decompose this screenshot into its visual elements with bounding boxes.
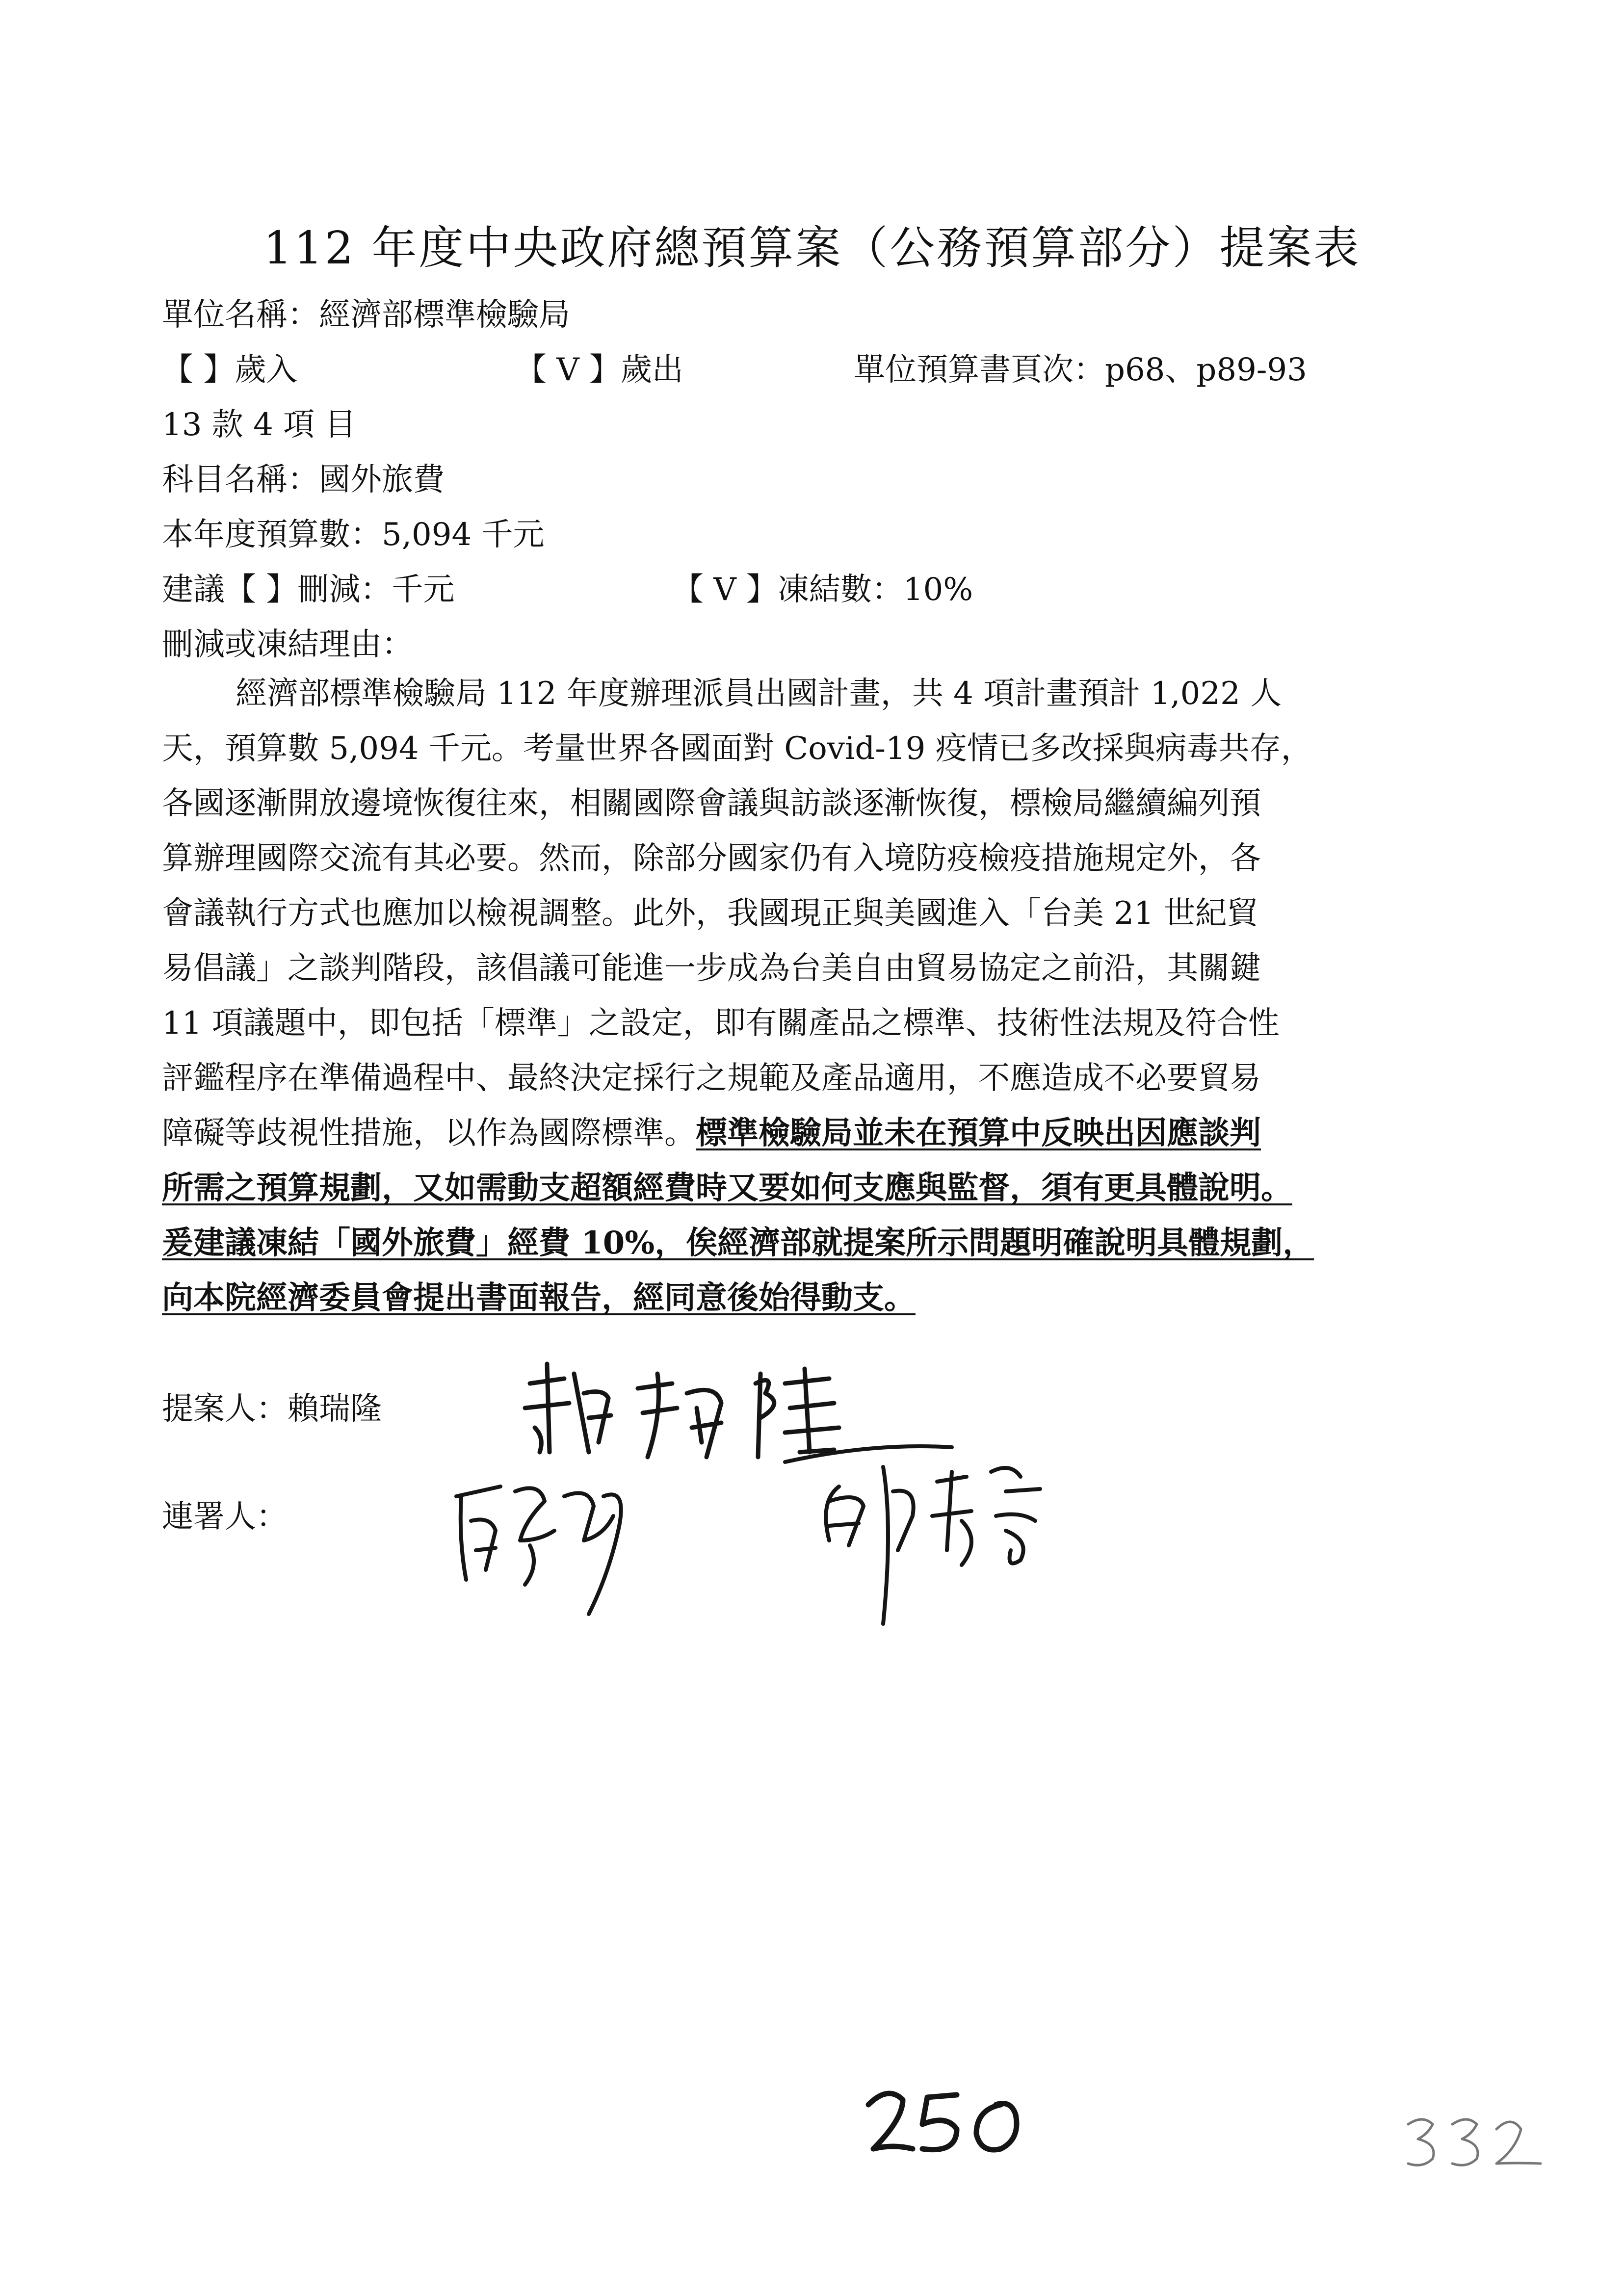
- suggestion-freeze: 【 V 】凍結數：10%: [672, 572, 973, 608]
- reason-emphasis: 標準檢驗局並未在預算中反映出因應談判: [696, 1115, 1261, 1151]
- cosigner-signature-1: [442, 1467, 662, 1624]
- page-title: 112 年度中央政府總預算案（公務預算部分）提案表: [263, 222, 1361, 274]
- reason-line: 算辦理國際交流有其必要。然而，除部分國家仍有入境防疫檢疫措施規定外，各: [162, 840, 1261, 877]
- reason-line: 天，預算數 5,094 千元。考量世界各國面對 Covid-19 疫情已多改採與病毒共存，: [162, 731, 1312, 767]
- suggestion-cut: 建議【 】刪減：千元: [162, 572, 455, 608]
- handwritten-page-number: [859, 2075, 1035, 2173]
- unit-name: 單位名稱：經濟部標準檢驗局: [162, 297, 570, 333]
- cosigner-label: 連署人：: [162, 1499, 288, 1535]
- reason-emphasis-line: 向本院經濟委員會提出書面報告，經同意後始得動支。: [162, 1279, 916, 1316]
- reason-paragraph: [162, 666, 1487, 1326]
- handwritten-page-number-text: [859, 2075, 860, 2076]
- reason-line: [162, 1106, 1487, 1161]
- budget-pages: 單位預算書頁次：p68、p89-93: [854, 352, 1307, 388]
- cosigner-signature-2: [775, 1403, 1119, 1678]
- revenue-checkbox: 【 】歲入: [162, 352, 298, 388]
- reason-line: 評鑑程序在準備過程中、最終決定採行之規範及產品適用，不應造成不必要貿易: [162, 1060, 1261, 1096]
- reason-emphasis-line: 所需之預算規劃，又如需動支超額經費時又要如何支應與監督，須有更具體說明。: [162, 1170, 1292, 1206]
- reason-line: 經濟部標準檢驗局 112 年度辦理派員出國計畫，共 4 項計畫預計 1,022 人: [236, 676, 1282, 712]
- item-code: 13 款 4 項 目: [162, 407, 356, 443]
- reason-line-plain-part: 障礙等歧視性措施，以作為國際標準。: [162, 1115, 696, 1151]
- reason-line: 易倡議」之談判階段，該倡議可能進一步成為台美自由貿易協定之前沿，其關鍵: [162, 950, 1261, 987]
- reason-line: 各國逐漸開放邊境恢復往來，相關國際會議與訪談逐漸恢復，標檢局繼續編列預: [162, 785, 1261, 822]
- reason-emphasis-line: 爰建議凍結「國外旅費」經費 10%，俟經濟部就提案所示問題明確說明具體規劃，: [162, 1225, 1314, 1261]
- expenditure-checkbox: 【 V 】歲出: [515, 352, 683, 388]
- corner-page-number: [1398, 2105, 1555, 2178]
- reason-line: 會議執行方式也應加以檢視調整。此外，我國現正與美國進入「台美 21 世紀貿: [162, 895, 1258, 932]
- reason-line: 11 項議題中，即包括「標準」之設定，即有關產品之標準、技術性法規及符合性: [162, 1005, 1280, 1042]
- proposer-label: 提案人：賴瑞隆: [162, 1391, 382, 1427]
- subject-name: 科目名稱：國外旅費: [162, 462, 445, 498]
- reason-label: 刪減或凍結理由：: [162, 626, 413, 663]
- budget-amount: 本年度預算數：5,094 千元: [162, 517, 545, 553]
